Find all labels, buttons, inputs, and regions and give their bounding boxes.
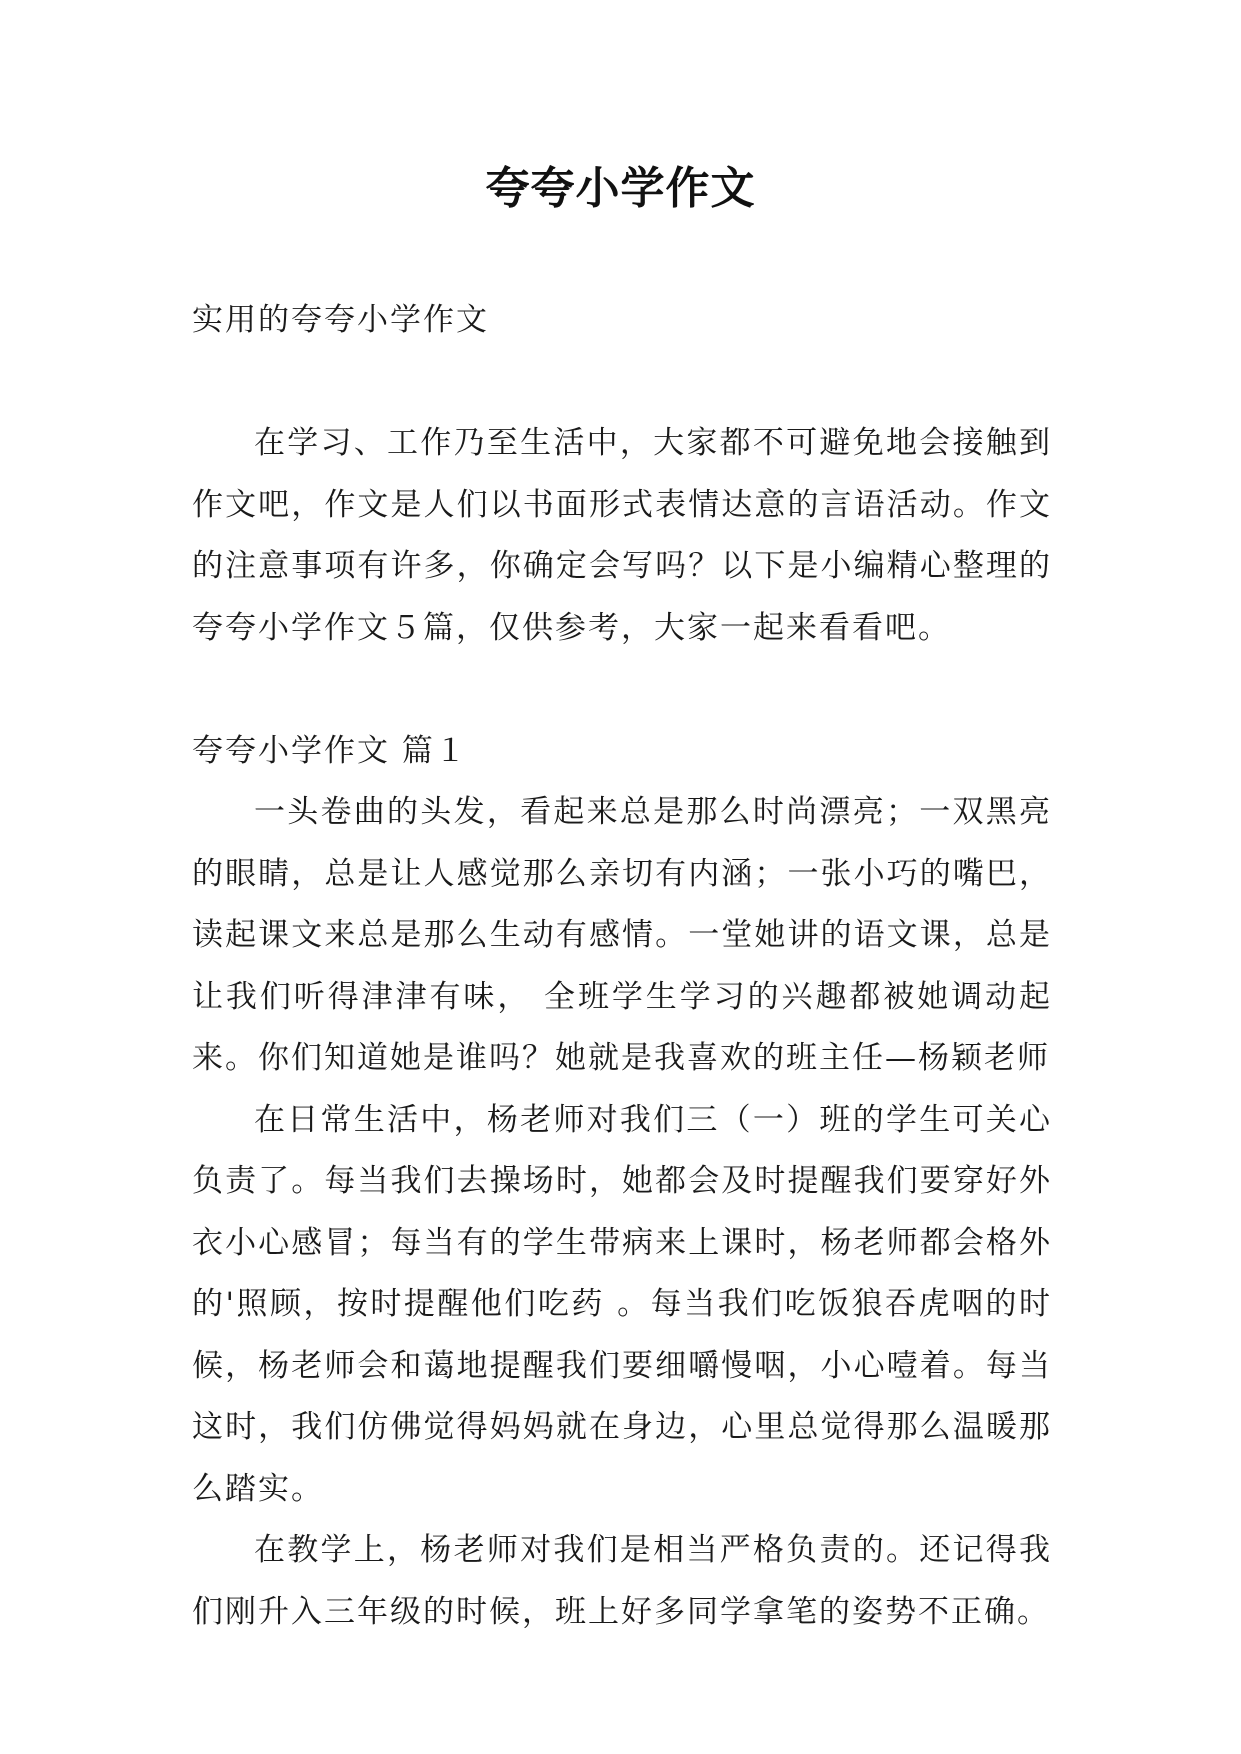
body-paragraph: 在日常生活中，杨老师对我们三（一）班的学生可关心负责了。每当我们去操场时，她都会及时提醒我们要穿好外衣小心感冒；每当有的学生带病来上课时，杨老师都会格外的'照顾，按时提醒他们吃药 。每当我们吃饭狼吞虎咽的时候，杨老师会和蔼地提醒我们要细嚼慢咽，小心噎着。每当这时，我们仿佛觉得妈妈就在身边，心里总觉得那么温暖那么踏实。: [192, 1101, 1052, 1507]
document-title: 夸夸小学作文: [485, 163, 756, 214]
document-subtitle: 实用的夸夸小学作文: [192, 302, 489, 338]
body-paragraph: 在教学上，杨老师对我们是相当严格负责的。还记得我们刚升入三年级的时候，班上好多同学拿笔的姿势不正确。: [192, 1532, 1052, 1630]
document-body: [192, 290, 1052, 1643]
intro-paragraph: 在学习、工作乃至生活中，大家都不可避免地会接触到作文吧，作文是人们以书面形式表情达意的言语活动。作文的注意事项有许多，你确定会写吗？以下是小编精心整理的夸夸小学作文５篇，仅供参考，大家一起来看看吧。: [192, 425, 1052, 646]
section-heading: 夸夸小学作文 篇１: [192, 732, 468, 769]
body-paragraph: 一头卷曲的头发，看起来总是那么时尚漂亮；一双黑亮的眼睛，总是让人感觉那么亲切有内涵；一张小巧的嘴巴，读起课文来总是那么生动有感情。一堂她讲的语文课，总是让我们听得津津有味， 全班学生学习的兴趣都被她调动起来。你们知道她是谁吗？她就是我喜欢的班主任—杨颖老师: [192, 794, 1052, 1076]
